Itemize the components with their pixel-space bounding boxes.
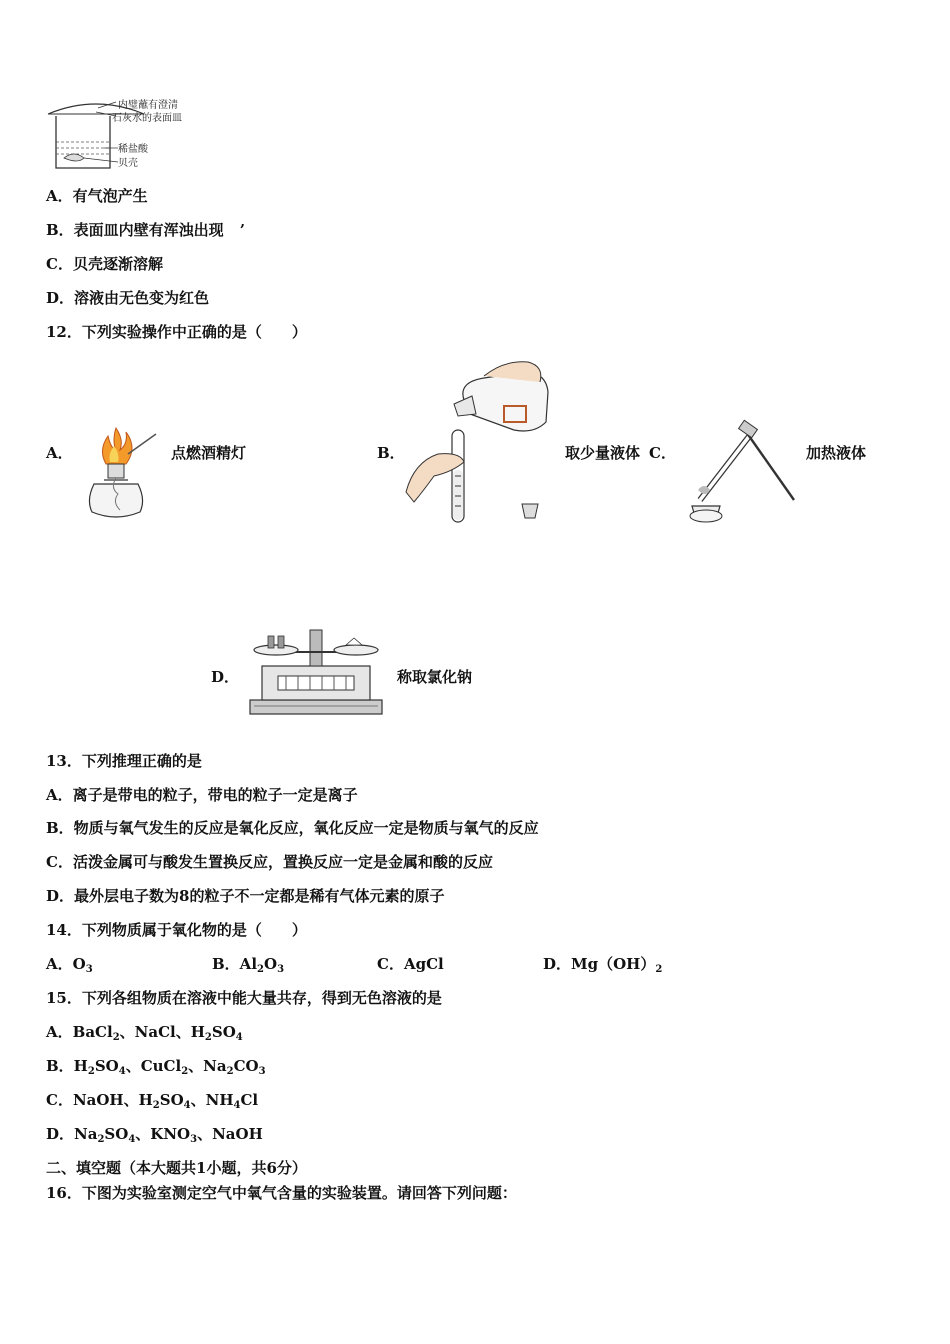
q12-d-letter: D．	[211, 668, 240, 686]
q11-option-a: A．有气泡产生	[46, 187, 148, 205]
q13-stem: 13．下列推理正确的是	[46, 752, 202, 770]
balance-figure	[248, 626, 384, 716]
q15-option-c: C．NaOH、$H_2SO_4$、$NH_4Cl$	[46, 1091, 259, 1111]
q12-b-text: 取少量液体	[565, 444, 641, 462]
q12-a-text: 点燃酒精灯	[171, 444, 247, 462]
q13-option-b: B．物质与氧气发生的反应是氧化反应，氧化反应一定是物质与氧气的反应	[46, 819, 539, 837]
acid-label: 稀盐酸	[118, 144, 148, 155]
q15-option-a: A．BaCl$_2$、NaCl、$H_2SO_4$	[46, 1023, 243, 1043]
q13-option-d: D．最外层电子数为8的粒子不一定都是稀有气体元素的原子	[46, 887, 445, 905]
q14-option-a: A．$O_3$	[46, 955, 93, 975]
q13-option-c: C．活泼金属可与酸发生置换反应，置换反应一定是金属和酸的反应	[46, 853, 493, 871]
q16-stem: 16．下图为实验室测定空气中氧气含量的实验装置。请回答下列问题：	[46, 1184, 517, 1202]
q12-a-letter: A．	[46, 444, 73, 462]
shell-label: 贝壳	[118, 158, 138, 169]
q14-option-c: C．AgCl	[377, 955, 444, 973]
q12-d-text: 称取氯化钠	[397, 668, 473, 686]
q11-option-d: D．溶液由无色变为红色	[46, 289, 210, 307]
stray-mark: ’	[239, 221, 245, 239]
q15-option-d: D．$Na_2SO_4$、$KNO_3$、NaOH	[46, 1125, 263, 1145]
alcohol-lamp-figure	[76, 424, 160, 524]
q15-stem: 15．下列各组物质在溶液中能大量共存，得到无色溶液的是	[46, 989, 442, 1007]
q14-stem: 14．下列物质属于氧化物的是（ ）	[46, 921, 307, 939]
q11-option-b-text: B．表面皿内壁有浑浊出现	[46, 221, 224, 239]
q12-b-letter: B．	[377, 444, 405, 462]
q14-option-d: D．$Mg(OH)_2$	[543, 955, 663, 975]
dropper-liquid-figure	[404, 352, 554, 524]
watch-glass-label-2: 石灰水的表面皿	[112, 113, 182, 124]
q13-option-a: A．离子是带电的粒子，带电的粒子一定是离子	[46, 786, 358, 804]
q11-option-b	[46, 220, 245, 240]
q12-stem: 12．下列实验操作中正确的是（ ）	[46, 323, 307, 341]
heating-liquid-figure	[682, 420, 800, 524]
q14-option-b: B．$Al_2O_3$	[212, 955, 285, 975]
watch-glass-label-1: 内璧蘸有澄清	[118, 100, 178, 111]
q15-option-b: B．$H_2SO_4$、CuCl$_2$、$Na_2CO_3$	[46, 1057, 266, 1077]
section-heading: 二、填空题（本大题共1小题，共6分）	[46, 1159, 307, 1177]
q12-c-text: 加热液体	[806, 444, 867, 462]
q11-option-c: C．贝壳逐渐溶解	[46, 255, 163, 273]
q12-c-letter: C．	[649, 444, 676, 462]
